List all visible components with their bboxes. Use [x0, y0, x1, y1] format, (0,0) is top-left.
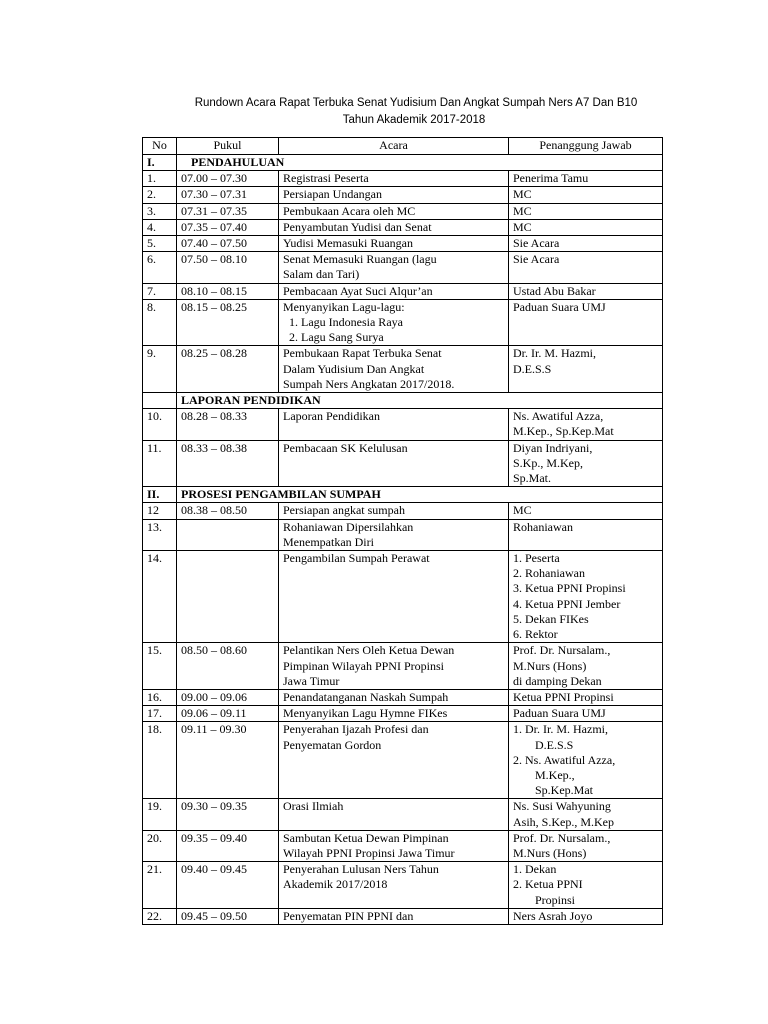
row-penanggung-jawab-line: Ketua PPNI Propinsi — [513, 689, 614, 704]
row-acara-line: Orasi Ilmiah — [283, 799, 344, 814]
header-no: No — [143, 138, 177, 155]
row-acara-line: Akademik 2017/2018 — [283, 877, 388, 892]
row-time: 07.40 – 07.50 — [177, 236, 279, 252]
row-number: 20. — [143, 830, 177, 861]
table-row — [143, 551, 663, 643]
document-subtitle: Tahun Akademik 2017-2018 — [342, 114, 486, 126]
table-row — [143, 219, 663, 235]
section-title: LAPORAN PENDIDIKAN — [177, 393, 663, 409]
row-acara-line: Menempatkan Diri — [283, 534, 374, 549]
row-pj-list-item: 1. Dekan — [513, 862, 557, 877]
table-row — [143, 299, 663, 346]
table-row — [143, 203, 663, 219]
row-acara — [279, 440, 509, 487]
row-acara-list-item: 1. Lagu Indonesia Raya — [289, 315, 403, 330]
table-row — [143, 346, 663, 393]
row-acara-line: Senat Memasuki Ruangan (lagu — [283, 252, 437, 267]
row-pj-list-item: D.E.S.S — [535, 737, 574, 752]
row-acara — [279, 187, 509, 203]
row-acara-line: Jawa Timur — [283, 673, 340, 688]
row-number: 13. — [143, 519, 177, 550]
row-penanggung-jawab-line: S.Kp., M.Kep, — [513, 455, 584, 470]
row-penanggung-jawab-line: Ns. Awatiful Azza, — [513, 409, 604, 424]
row-penanggung-jawab-line: 5. Dekan FIKes — [513, 611, 589, 626]
row-acara-line: Salam dan Tari) — [283, 267, 360, 282]
section-row — [143, 155, 663, 171]
table-row — [143, 252, 663, 283]
table-row — [143, 722, 663, 799]
row-acara-line: Menyanyikan Lagu Hymne FIKes — [283, 706, 448, 721]
row-acara-line: Penyambutan Yudisi dan Senat — [283, 219, 432, 234]
row-time: 08.33 – 08.38 — [177, 440, 279, 487]
table-row — [143, 862, 663, 909]
row-penanggung-jawab-line: M.Nurs (Hons) — [513, 658, 587, 673]
row-acara-line: Pembacaan Ayat Suci Alqur’an — [283, 283, 433, 298]
table-row — [143, 440, 663, 487]
row-penanggung-jawab-line: Ners Asrah Joyo — [513, 908, 593, 923]
row-acara-line: Penyematan PIN PPNI dan — [283, 908, 414, 923]
row-number: 9. — [143, 346, 177, 393]
row-time: 09.06 – 09.11 — [177, 706, 279, 722]
row-penanggung-jawab — [509, 722, 663, 799]
row-penanggung-jawab-line: 3. Ketua PPNI Propinsi — [513, 581, 626, 596]
row-acara-line: Penandatanganan Naskah Sumpah — [283, 689, 449, 704]
row-time: 08.25 – 08.28 — [177, 346, 279, 393]
row-acara-line: Penyematan Gordon — [283, 737, 382, 752]
row-time — [177, 519, 279, 550]
row-penanggung-jawab — [509, 503, 663, 519]
row-acara-line: Menyanyikan Lagu-lagu: — [283, 299, 405, 314]
row-acara — [279, 203, 509, 219]
row-penanggung-jawab-line: Ustad Abu Bakar — [513, 283, 596, 298]
row-time: 09.00 – 09.06 — [177, 689, 279, 705]
row-acara — [279, 503, 509, 519]
section-number: II. — [143, 487, 177, 503]
header-acara: Acara — [279, 138, 509, 155]
row-penanggung-jawab-line: Penerima Tamu — [513, 171, 589, 186]
row-acara-line: Pimpinan Wilayah PPNI Propinsi — [283, 658, 444, 673]
row-penanggung-jawab — [509, 908, 663, 924]
row-penanggung-jawab — [509, 252, 663, 283]
header-pukul: Pukul — [177, 138, 279, 155]
row-pj-list-item: 2. Ketua PPNI — [513, 877, 583, 892]
table-row — [143, 187, 663, 203]
table-row — [143, 236, 663, 252]
row-penanggung-jawab — [509, 409, 663, 440]
row-acara — [279, 722, 509, 799]
row-acara — [279, 908, 509, 924]
row-penanggung-jawab-line: M.Kep., Sp.Kep.Mat — [513, 424, 614, 439]
table-row — [143, 706, 663, 722]
row-acara — [279, 519, 509, 550]
row-penanggung-jawab-line: 2. Rohaniawan — [513, 566, 585, 581]
row-time: 07.00 – 07.30 — [177, 171, 279, 187]
row-time: 09.40 – 09.45 — [177, 862, 279, 909]
row-penanggung-jawab-line: MC — [513, 187, 532, 202]
row-penanggung-jawab-line: MC — [513, 219, 532, 234]
document-title: Rundown Acara Rapat Terbuka Senat Yudisium Dan Angkat Sumpah Ners A7 Dan B10 — [194, 97, 638, 109]
row-penanggung-jawab — [509, 283, 663, 299]
row-acara — [279, 862, 509, 909]
row-penanggung-jawab-line: Prof. Dr. Nursalam., — [513, 830, 611, 845]
row-number: 6. — [143, 252, 177, 283]
row-acara — [279, 346, 509, 393]
row-penanggung-jawab-line: Dr. Ir. M. Hazmi, — [513, 346, 596, 361]
row-acara-line: Sambutan Ketua Dewan Pimpinan — [283, 830, 449, 845]
row-number: 4. — [143, 219, 177, 235]
row-penanggung-jawab-line: Paduan Suara UMJ — [513, 706, 606, 721]
row-acara-line: Pengambilan Sumpah Perawat — [283, 551, 430, 566]
row-number: 7. — [143, 283, 177, 299]
table-row — [143, 689, 663, 705]
row-number: 17. — [143, 706, 177, 722]
row-penanggung-jawab-line: 4. Ketua PPNI Jember — [513, 596, 621, 611]
row-penanggung-jawab — [509, 706, 663, 722]
section-row — [143, 393, 663, 409]
row-acara-line: Pembukaan Acara oleh MC — [283, 203, 416, 218]
row-penanggung-jawab-line: Sie Acara — [513, 236, 560, 251]
row-acara — [279, 171, 509, 187]
row-acara — [279, 409, 509, 440]
row-acara — [279, 252, 509, 283]
row-acara-line: Registrasi Peserta — [283, 171, 369, 186]
header-penanggung-jawab: Penanggung Jawab — [509, 138, 663, 155]
row-penanggung-jawab — [509, 830, 663, 861]
row-penanggung-jawab — [509, 643, 663, 690]
section-row — [143, 487, 663, 503]
row-acara-list-item: 2. Lagu Sang Surya — [289, 330, 384, 345]
row-penanggung-jawab-line: Ns. Susi Wahyuning — [513, 799, 611, 814]
row-time — [177, 551, 279, 643]
row-acara-line: Penyerahan Ijazah Profesi dan — [283, 722, 429, 737]
row-number: 19. — [143, 799, 177, 830]
row-time: 09.11 – 09.30 — [177, 722, 279, 799]
row-number: 8. — [143, 299, 177, 346]
row-penanggung-jawab — [509, 236, 663, 252]
row-number: 3. — [143, 203, 177, 219]
row-number: 10. — [143, 409, 177, 440]
row-time: 09.35 – 09.40 — [177, 830, 279, 861]
row-acara — [279, 689, 509, 705]
row-acara-line: Persiapan angkat sumpah — [283, 503, 405, 518]
row-acara — [279, 299, 509, 346]
row-penanggung-jawab — [509, 689, 663, 705]
table-row — [143, 799, 663, 830]
row-number: 22. — [143, 908, 177, 924]
section-number — [143, 393, 177, 409]
row-penanggung-jawab-line: Sie Acara — [513, 252, 560, 267]
table-row — [143, 283, 663, 299]
rundown-table — [142, 137, 663, 925]
row-time: 08.50 – 08.60 — [177, 643, 279, 690]
row-penanggung-jawab-line: Paduan Suara UMJ — [513, 299, 606, 314]
row-penanggung-jawab — [509, 219, 663, 235]
table-row — [143, 503, 663, 519]
row-time: 09.30 – 09.35 — [177, 799, 279, 830]
row-number: 16. — [143, 689, 177, 705]
row-acara-line: Rohaniawan Dipersilahkan — [283, 519, 414, 534]
row-penanggung-jawab — [509, 862, 663, 909]
row-number: 5. — [143, 236, 177, 252]
table-header-row — [143, 138, 663, 155]
table-row — [143, 519, 663, 550]
row-time: 08.38 – 08.50 — [177, 503, 279, 519]
row-acara-line: Penyerahan Lulusan Ners Tahun — [283, 862, 439, 877]
row-acara — [279, 830, 509, 861]
row-penanggung-jawab — [509, 299, 663, 346]
row-penanggung-jawab-line: di damping Dekan — [513, 673, 602, 688]
row-penanggung-jawab — [509, 799, 663, 830]
row-time: 08.28 – 08.33 — [177, 409, 279, 440]
row-penanggung-jawab-line: Prof. Dr. Nursalam., — [513, 643, 611, 658]
row-penanggung-jawab — [509, 171, 663, 187]
row-number: 18. — [143, 722, 177, 799]
row-acara — [279, 706, 509, 722]
row-pj-list-item: M.Kep., — [535, 767, 575, 782]
row-number: 14. — [143, 551, 177, 643]
row-acara-line: Wilayah PPNI Propinsi Jawa Timur — [283, 845, 455, 860]
table-row — [143, 409, 663, 440]
row-acara-line: Dalam Yudisium Dan Angkat — [283, 361, 425, 376]
row-acara — [279, 643, 509, 690]
row-acara-line: Pelantikan Ners Oleh Ketua Dewan — [283, 643, 455, 658]
row-acara-line: Pembacaan SK Kelulusan — [283, 440, 408, 455]
row-time: 08.10 – 08.15 — [177, 283, 279, 299]
row-time: 09.45 – 09.50 — [177, 908, 279, 924]
row-penanggung-jawab — [509, 519, 663, 550]
row-pj-list-item: Propinsi — [535, 892, 576, 907]
table-row — [143, 830, 663, 861]
row-penanggung-jawab-line: Rohaniawan — [513, 519, 573, 534]
table-row — [143, 908, 663, 924]
row-penanggung-jawab-line: M.Nurs (Hons) — [513, 845, 587, 860]
row-time: 08.15 – 08.25 — [177, 299, 279, 346]
row-pj-list-item: 1. Dr. Ir. M. Hazmi, — [513, 722, 608, 737]
row-penanggung-jawab — [509, 346, 663, 393]
section-number: I. — [143, 155, 177, 171]
row-acara — [279, 799, 509, 830]
row-number: 2. — [143, 187, 177, 203]
row-acara-line: Yudisi Memasuki Ruangan — [283, 236, 413, 251]
row-number: 1. — [143, 171, 177, 187]
row-penanggung-jawab-line: Sp.Mat. — [513, 471, 552, 486]
row-acara — [279, 283, 509, 299]
row-time: 07.30 – 07.31 — [177, 187, 279, 203]
row-penanggung-jawab-line: Diyan Indriyani, — [513, 440, 593, 455]
row-time: 07.31 – 07.35 — [177, 203, 279, 219]
table-row — [143, 643, 663, 690]
row-penanggung-jawab-line: Asih, S.Kep., M.Kep — [513, 814, 614, 829]
row-penanggung-jawab-line: 6. Rektor — [513, 627, 558, 642]
row-number: 21. — [143, 862, 177, 909]
row-number: 12 — [143, 503, 177, 519]
row-penanggung-jawab — [509, 187, 663, 203]
row-penanggung-jawab — [509, 203, 663, 219]
row-penanggung-jawab — [509, 440, 663, 487]
row-acara — [279, 236, 509, 252]
row-penanggung-jawab — [509, 551, 663, 643]
row-penanggung-jawab-line: MC — [513, 503, 532, 518]
section-title: PROSESI PENGAMBILAN SUMPAH — [177, 487, 663, 503]
row-acara-line: Sumpah Ners Angkatan 2017/2018. — [283, 376, 455, 391]
row-acara — [279, 219, 509, 235]
row-penanggung-jawab-line: 1. Peserta — [513, 551, 560, 566]
table-row — [143, 171, 663, 187]
row-time: 07.50 – 08.10 — [177, 252, 279, 283]
row-acara — [279, 551, 509, 643]
row-pj-list-item: Sp.Kep.Mat — [535, 783, 593, 798]
row-penanggung-jawab-line: MC — [513, 203, 532, 218]
row-penanggung-jawab-line: D.E.S.S — [513, 361, 552, 376]
row-pj-list-item: 2. Ns. Awatiful Azza, — [513, 752, 616, 767]
row-acara-line: Laporan Pendidikan — [283, 409, 380, 424]
row-number: 15. — [143, 643, 177, 690]
row-time: 07.35 – 07.40 — [177, 219, 279, 235]
row-number: 11. — [143, 440, 177, 487]
row-acara-line: Persiapan Undangan — [283, 187, 382, 202]
row-acara-line: Pembukaan Rapat Terbuka Senat — [283, 346, 442, 361]
section-title: PENDAHULUAN — [177, 155, 663, 171]
